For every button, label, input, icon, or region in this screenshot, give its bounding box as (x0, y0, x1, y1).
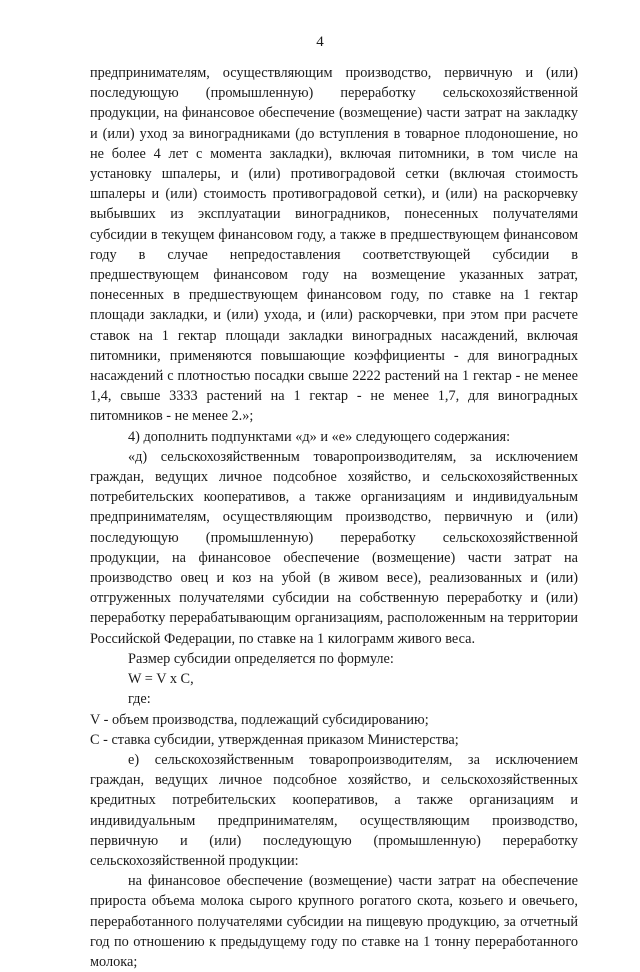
document-body (90, 63, 578, 972)
formula-where: где: (128, 691, 151, 708)
page-number: 4 (316, 34, 324, 50)
paragraph-milk-subsidy: на финансовое обеспечение (возмещение) части затрат на обеспечение прироста объема молока сырого крупного рогатого скота, козьего и овечьего, переработанного получателями субсидии на пищевую продукцию, за отчетный год по отношению к предыдущему году по ставке на 1 тонну переработанного молока; (90, 873, 578, 970)
paragraph-item-4: 4) дополнить подпунктами «д» и «е» следующего содержания: (128, 428, 511, 445)
paragraph-subitem-e: е) сельскохозяйственным товаропроизводителям, за исключением граждан, ведущих личное подсобное хозяйство, и сельскохозяйственных кредитных потребительских кооперативов, а также организациям и индивидуальным предпринимателям, осуществляющим производство, первичную и (или) последующую (промышленную) переработку сельскохозяйственной продукции: (90, 751, 578, 869)
formula-variable-v: V - объем производства, подлежащий субсидированию; (90, 711, 429, 728)
paragraph-continuation: предпринимателям, осуществляющим производство, первичную и (или) последующую (промышленную) переработку сельскохозяйственной продукции, на финансовое обеспечение (возмещение) части затрат на закладку и (или) уход за виноградниками (до вступления в товарное плодоношение, но не более 4 лет с момента закладки), включая питомники, в том числе на установку шпалеры, и (или) противоградовой сетки (включая стоимость шпалеры и (или) стоимость противоградовой сетки), и (или) на раскорчевку выбывших из эксплуатации виноградников, понесенных получателями субсидии в текущем финансовом году, а также в предшествующем финансовом году в случае непредоставления соответствующей субсидии в предшествующем финансовом году на возмещение указанных затрат, понесенных в предшествующем финансовом году, по ставке на 1 гектар площади закладки, и (или) ухода, и (или) раскорчевки, при этом при расчете ставок на 1 гектар площади закладки виноградных насаждений, включая питомники, применяются повышающие коэффициенты - для виноградных насаждений с плотностью посадки свыше 2222 растений на 1 гектар - не менее 1,4, свыше 3333 растений на 1 гектар - не менее 1,7, для виноградных питомников - не менее 2.»; (90, 65, 578, 425)
formula: W = V x C, (128, 671, 194, 688)
paragraph-subitem-d: «д) сельскохозяйственным товаропроизводителям, за исключением граждан, ведущих личное подсобное хозяйство, и сельскохозяйственных потребительских кооперативов, а также организациям и индивидуальным предпринимателям, осуществляющим производство, первичную и (или) последующую (промышленную) переработку сельскохозяйственной продукции, на финансовое обеспечение (возмещение) части затрат на производство овец и коз на убой (в живом весе), реализованных и (или) отгруженных получателями субсидии на собственную переработку и (или) переработку перерабатывающим организациям, расположенным на территории Российской Федерации, по ставке на 1 килограмм живого веса. (90, 448, 578, 647)
paragraph-formula-intro: Размер субсидии определяется по формуле: (128, 650, 394, 667)
formula-variable-c: C - ставка субсидии, утвержденная приказом Министерства; (90, 731, 459, 748)
